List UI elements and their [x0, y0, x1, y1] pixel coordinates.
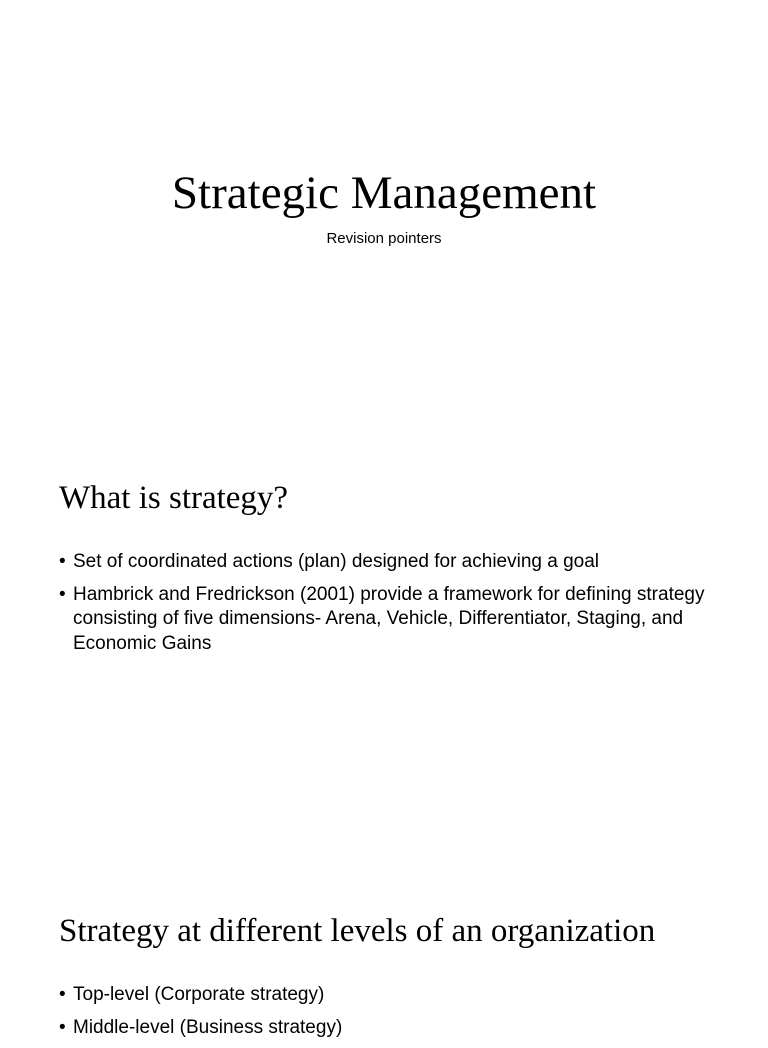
slide-heading: Strategy at different levels of an organization [59, 913, 656, 949]
bullet-item [59, 550, 719, 575]
title-slide [0, 0, 768, 432]
presentation-subtitle: Revision pointers [326, 230, 442, 247]
bullet-item [59, 583, 719, 657]
bullet-glyph: • [59, 583, 66, 605]
bullet-item [59, 1016, 719, 1041]
slide-heading: What is strategy? [59, 480, 289, 516]
bullet-text: Top-level (Corporate strategy) [73, 984, 325, 1005]
bullet-text: Hambrick and Fredrickson (2001) provide a framework for defining strategy consisting of five dimensions- Arena, Vehicle, Differentiator, Staging, and Economic Gains [73, 583, 705, 654]
bullet-text: Middle-level (Business strategy) [73, 1016, 343, 1038]
strategy-definition-slide [0, 432, 768, 864]
presentation-title: Strategic Management [171, 167, 597, 219]
bullet-list [59, 550, 719, 664]
bullet-glyph: • [59, 551, 66, 572]
bullet-list [59, 983, 719, 1048]
strategy-levels-slide [0, 864, 768, 1038]
bullet-glyph: • [59, 984, 66, 1005]
bullet-glyph: • [59, 1016, 66, 1038]
bullet-text: Set of coordinated actions (plan) designed for achieving a goal [73, 551, 600, 572]
bullet-item [59, 983, 719, 1008]
